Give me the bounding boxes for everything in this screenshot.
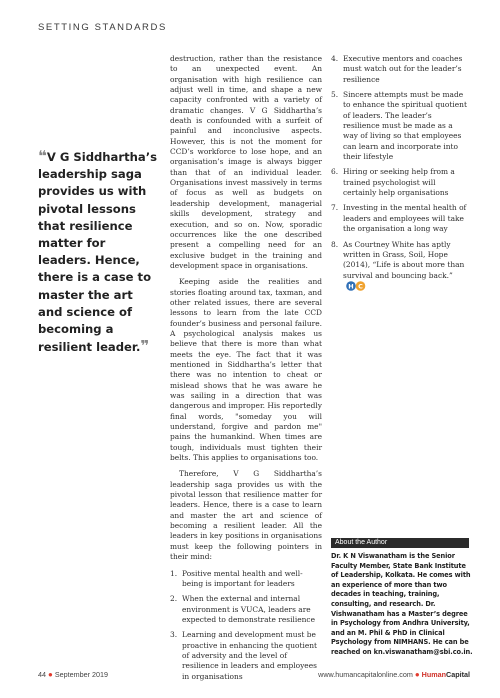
footer-left — [38, 670, 108, 679]
right-column — [331, 54, 469, 299]
list-item — [331, 167, 469, 198]
list-text: Investing in the mental health of leaders and employees will take the organisation a long way — [343, 203, 467, 234]
list-text: Hiring or seeking help from a trained psychologist will certainly help organisations — [343, 167, 455, 198]
brand-human: Human — [421, 670, 447, 679]
paragraph: Therefore, V G Siddhartha’s leadership saga provides us with the pivotal lesson that resilience matter for leaders. Hence, there is a case to learn and master the art and science of becoming a resilient leader. All the leaders in key positions in organisations must keep the following pointers in their mind: — [170, 469, 323, 562]
list-item — [331, 54, 469, 85]
brand-logo — [422, 670, 470, 679]
pointer-list — [170, 569, 322, 682]
open-quote-mark: ❝ — [38, 147, 47, 165]
list-number: 8. — [331, 239, 339, 249]
list-item — [331, 240, 469, 295]
middle-column — [170, 54, 322, 687]
about-author-body: Dr. K N Viswanatham is the Senior Faculty Member, State Bank Institute of Leadership, Kolkata. He comes with an experience of more than two decades in teaching, training, consulting, and research. Dr. Vishwanatham has a Master’s degree in Psychology from Andhra University, and an M. Phil & PhD in Clinical Psychology from NIMHANS. He can be reached on kn.viswanatham@sbi.co.in. — [331, 552, 473, 656]
bullet-dot: ● — [48, 670, 53, 679]
pull-quote — [38, 148, 160, 356]
list-item — [170, 594, 322, 625]
list-item — [331, 203, 469, 234]
pull-quote-text: V G Siddhartha’s leadership saga provides us with pivotal lessons that resilience matter for leaders. Hence, there is a case to master the art and science of becoming a resilient leader. — [38, 150, 158, 355]
list-item — [331, 90, 469, 162]
list-number: 5. — [331, 90, 339, 100]
list-item — [170, 569, 322, 590]
hc-logo-icon — [346, 281, 366, 294]
list-text: Positive mental health and well-being is important for leaders — [182, 568, 303, 588]
brand-capital: Capital — [446, 670, 470, 679]
bullet-dot: ● — [414, 670, 420, 679]
footer-right — [318, 670, 470, 679]
paragraph: destruction, rather than the resistance to an unexpected event. An organisation with high resilience can adjust well in time, and shape a new capacity confronted with a variety of dramatic changes. V G Siddhartha’s death is confounded with a surfeit of painful and inconclusive aspects. However, this is not the moment for CCD’s workforce to lose hope, and an organisation’s image is always bigger than that of an individual leader. Organisations invest massively in terms of focus as well as budgets on leadership development, managerial skills development, strategy and execution, and so on. Now, sporadic occurrences like the one described present a compelling need for an exclusive budget in the training and development space in organisations. — [170, 54, 322, 270]
list-number: 4. — [331, 54, 339, 63]
logo-letter-h: H — [348, 282, 354, 291]
list-text: Executive mentors and coaches must watch out for the leader’s resilience — [343, 54, 463, 84]
logo-letter-c: C — [358, 282, 363, 291]
paragraph: Keeping aside the realities and stories floating around tax, taxman, and other related issues, there are several lessons to learn from the late CCD founder’s business and personal failure. A psychological analysis makes us believe that there is more than what meets the eye. The fact that it was mentioned in Siddhartha’s letter that there was no intention to cheat or mislead shows that he was aware he was sailing in a direction that was dangerous and improper. His reportedly final words, "someday you will understand, forgive and pardon me" pains the humankind. When times are tough, individuals must tighten their belts. This applies to organisations too. — [170, 277, 322, 463]
list-number: 1. — [170, 568, 178, 578]
list-number: 7. — [331, 203, 339, 213]
list-text: Learning and development must be proactive in enhancing the quotient of adversity and the level of resilience in leaders and employees in organisations — [182, 630, 318, 681]
list-text: When the external and internal environment is VUCA, leaders are expected to demonstrate resilience — [182, 594, 315, 624]
website-link[interactable]: www.humancapitalonline.com — [318, 670, 413, 679]
close-quote-mark: ❞ — [140, 337, 150, 356]
page-number: 44 — [38, 670, 46, 679]
issue-date: September 2019 — [54, 670, 108, 679]
list-number: 6. — [331, 167, 339, 177]
list-text: Sincere attempts must be made to enhance the spiritual quotient of leaders. The leader’s resilience must be made as a way of living so that employees can learn and incorporate into their lifestyle — [343, 90, 467, 162]
section-title: SETTING STANDARDS — [38, 22, 167, 33]
list-number: 3. — [170, 630, 178, 640]
list-number: 2. — [170, 594, 178, 604]
list-text: As Courtney White has aptly written in Grass, Soil, Hope (2014), “Life is about more than survival and bouncing back.” — [343, 239, 465, 280]
about-author-heading: About the Author — [331, 538, 469, 548]
list-item — [170, 630, 322, 682]
pointer-list — [331, 54, 469, 294]
